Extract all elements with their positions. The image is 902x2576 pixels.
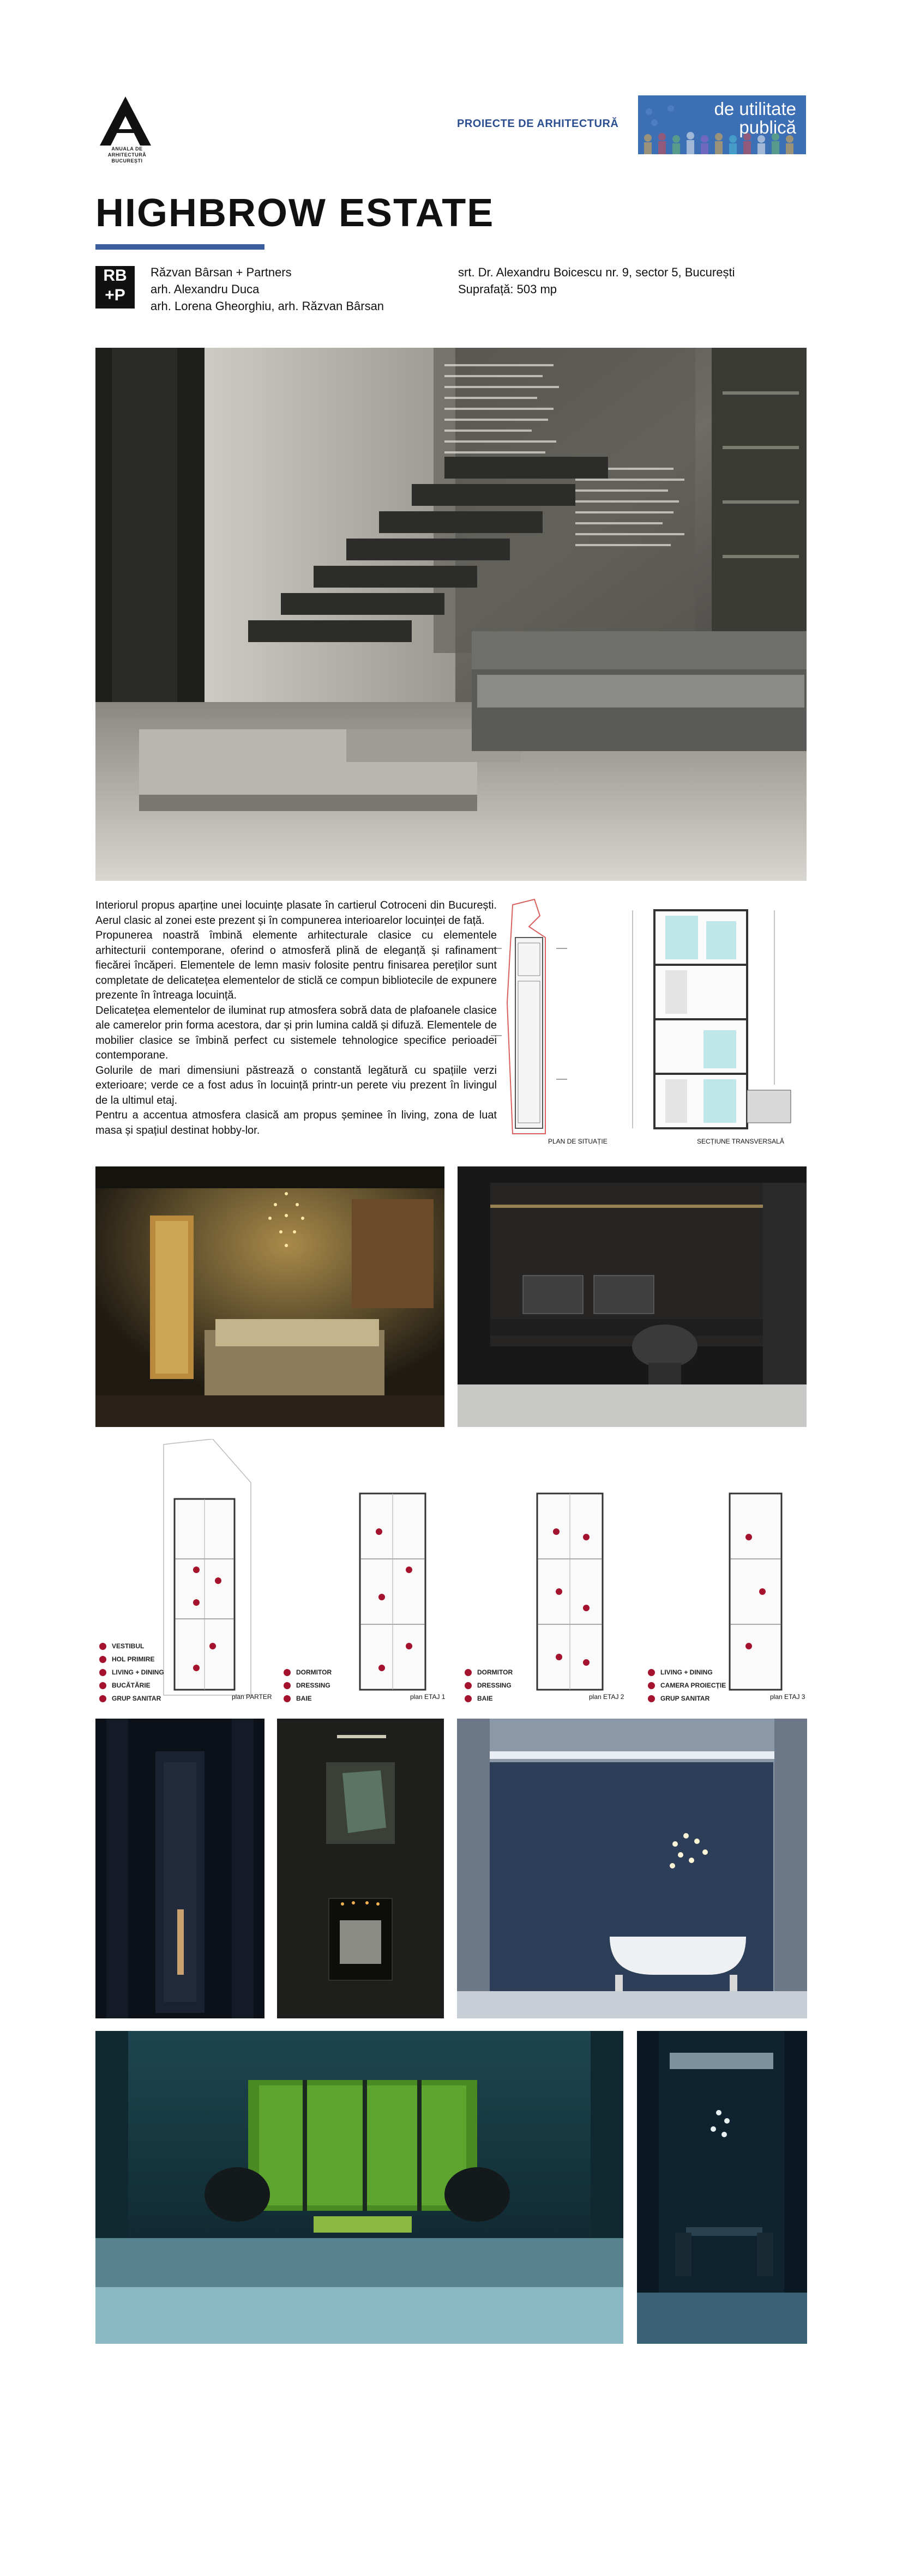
legend-dot	[648, 1682, 655, 1689]
legend-dot	[284, 1669, 291, 1676]
category-label: PROIECTE DE ARHITECTURĂ	[457, 118, 619, 130]
description-paragraph: Pentru a accentua atmosfera clasică am propus șeminee în living, zona de luat masa și spațiul destinat hobby-lor.	[95, 1109, 497, 1136]
badge-text-line1: de utilitate	[714, 99, 796, 119]
legend-item: LIVING + DINING	[99, 1666, 164, 1679]
sculpture-render	[277, 1719, 444, 2018]
project-info	[458, 264, 735, 298]
project-credits	[151, 264, 384, 315]
project-area: Suprafață: 503 mp	[458, 282, 557, 296]
logo-caption: ANUALA DE ARHITECTURĂ BUCUREȘTI	[107, 146, 147, 164]
office-render	[458, 1166, 807, 1427]
legend-dot	[99, 1695, 106, 1702]
legend-dot	[99, 1682, 106, 1689]
legend-dot	[465, 1682, 472, 1689]
legend-item: CAMERA PROIECȚIE	[648, 1679, 726, 1692]
title-underline	[95, 244, 264, 250]
floor-plan-level2	[526, 1483, 619, 1701]
description-paragraph: Golurile de mari dimensiuni păstrează o constantă legătură cu spațiile verzi exterioare; verde ce a fost adus în locuință printr-un perete viu prezent în livingul de la ultimul etaj.	[95, 1064, 497, 1106]
description-paragraph: Propunerea noastră îmbină elemente arhitecturale clasice cu elementele arhitecturii contemporane, oferind o atmosferă plină de eleganță și rafinament fiecărei încăperi. Elementele de lemn masiv folosite pentru finisarea pereților sunt completate de delicatețea elementelor de sticlă ce compun bibliotecile de expunere prezente în întreaga locuință.	[95, 929, 497, 1001]
legend-item: DRESSING	[465, 1679, 513, 1692]
bedroom-render	[95, 1166, 444, 1427]
legend-dot	[284, 1682, 291, 1689]
description-paragraph: Delicatețea elementelor de iluminat rup atmosfera sobră data de plafoanele clasice ale camerelor prin forma acestora, dar și prin lumina caldă și difuză. Elementele de mobilier clasice se îmbină perfect cu sistemele tehnologice specifice perioadei contemporane.	[95, 1004, 497, 1061]
legend-dot	[284, 1695, 291, 1702]
site-plan-drawing	[480, 894, 611, 1156]
bathroom-render	[457, 1719, 807, 2018]
credit-line: Răzvan Bârsan + Partners	[151, 265, 292, 279]
legend-level3	[648, 1666, 726, 1705]
legend-item: GRUP SANITAR	[99, 1692, 164, 1705]
section-drawing	[627, 905, 807, 1139]
legend-item: GRUP SANITAR	[648, 1692, 726, 1705]
legend-item: HOL PRIMIRE	[99, 1653, 164, 1666]
legend-dot	[99, 1669, 106, 1676]
legend-level1	[284, 1666, 332, 1705]
studio-logo: RB +P	[95, 266, 135, 309]
credit-line: arh. Alexandru Duca	[151, 282, 260, 296]
dining-render	[637, 2031, 807, 2344]
legend-dot	[465, 1695, 472, 1702]
legend-ground	[99, 1640, 164, 1705]
legend-item: LIVING + DINING	[648, 1666, 726, 1679]
floor-plan-ground	[153, 1439, 262, 1701]
project-address: srt. Dr. Alexandru Boicescu nr. 9, sector 5, București	[458, 265, 735, 279]
legend-item: BAIE	[284, 1692, 332, 1705]
legend-item: VESTIBUL	[99, 1640, 164, 1653]
project-title: HIGHBROW ESTATE	[95, 191, 495, 235]
plan-label: plan ETAJ 2	[589, 1693, 624, 1701]
floor-plan-level3	[719, 1483, 795, 1701]
plan-label: plan PARTER	[232, 1693, 272, 1701]
legend-dot	[648, 1669, 655, 1676]
legend-item: DORMITOR	[465, 1666, 513, 1679]
project-description	[95, 898, 497, 1138]
hero-image-staircase	[95, 348, 807, 881]
legend-item: BAIE	[465, 1692, 513, 1705]
legend-dot	[99, 1643, 106, 1650]
legend-dot	[648, 1695, 655, 1702]
plan-label: plan ETAJ 3	[770, 1693, 805, 1701]
legend-dot	[465, 1669, 472, 1676]
floor-plan-level1	[349, 1483, 442, 1701]
corridor-render	[95, 1719, 264, 2018]
plan-label: plan ETAJ 1	[410, 1693, 446, 1701]
legend-dot	[99, 1656, 106, 1663]
description-paragraph: Interiorul propus aparține unei locuințe plasate în cartierul Cotroceni din București. Aerul clasic al zonei este prezent și în compunerea interioarelor locuinței de față.	[95, 899, 497, 927]
public-utility-badge	[638, 95, 806, 154]
section-label: SECȚIUNE TRANSVERSALĂ	[697, 1138, 784, 1145]
legend-item: DORMITOR	[284, 1666, 332, 1679]
site-plan-label: PLAN DE SITUAȚIE	[548, 1138, 608, 1145]
legend-item: DRESSING	[284, 1679, 332, 1692]
legend-item: BUCĂTĂRIE	[99, 1679, 164, 1692]
living-green-wall-render	[95, 2031, 623, 2344]
legend-level2	[465, 1666, 513, 1705]
badge-text-line2: publică	[739, 117, 796, 137]
credit-line: arh. Lorena Gheorghiu, arh. Răzvan Bârsan	[151, 299, 384, 313]
